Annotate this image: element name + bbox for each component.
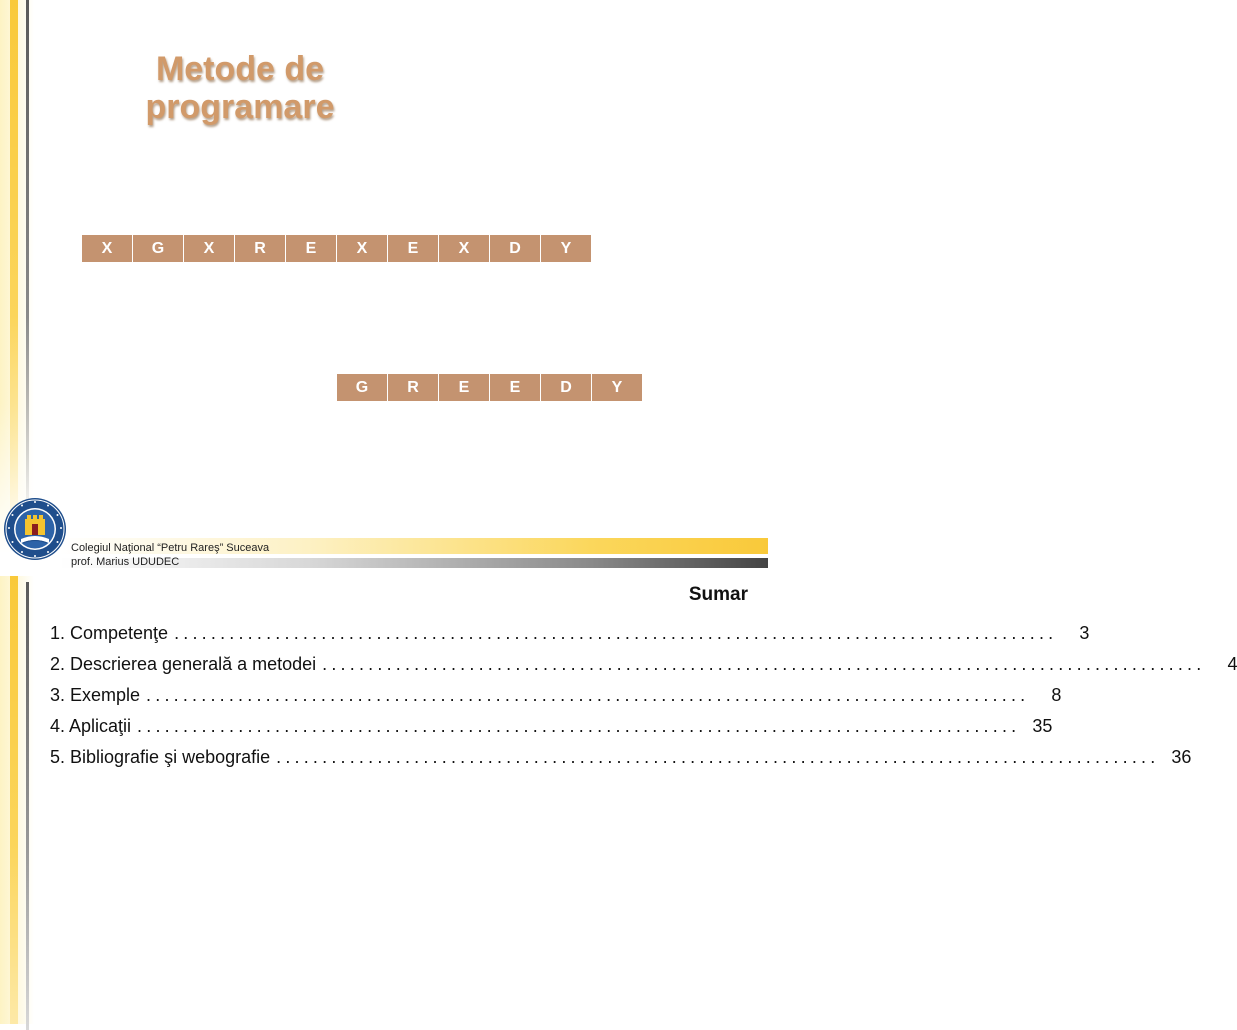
letter-cell: X (184, 235, 234, 262)
title-line-1: Metode de (155, 50, 325, 88)
toc-item (50, 685, 1062, 716)
toc-item-page: 8 (1051, 685, 1062, 705)
letter-cell: R (235, 235, 285, 262)
letter-cell: G (133, 235, 183, 262)
toc-item-page: 4 (1227, 654, 1237, 674)
letter-cell: E (439, 374, 489, 401)
toc-leader-dots: ................................................................................................ (137, 716, 1021, 736)
toc-leader-dots: ................................................................................................ (322, 654, 1206, 674)
toc-leader-dots: ................................................................................................ (276, 747, 1160, 767)
summary-heading: Sumar (688, 584, 748, 605)
left-yellow-bar (10, 576, 18, 1024)
table-of-contents (50, 623, 1237, 778)
left-dark-bar (26, 582, 29, 1030)
letter-cell: D (541, 374, 591, 401)
toc-item-label: 4. Aplicaţii (50, 716, 132, 736)
toc-item (50, 716, 1053, 747)
toc-item-page: 35 (1032, 716, 1053, 736)
toc-item-label: 2. Descrierea generală a metodei (50, 654, 317, 674)
left-dark-bar (26, 0, 29, 576)
letter-row-scrambled (82, 235, 591, 262)
toc-item (50, 654, 1237, 685)
letter-cell: R (388, 374, 438, 401)
letter-cell: E (286, 235, 336, 262)
letter-cell: Y (541, 235, 591, 262)
title-line-2: programare (145, 88, 335, 126)
toc-item (50, 623, 1090, 654)
letter-cell: D (490, 235, 540, 262)
letter-cell: G (337, 374, 387, 401)
toc-item-page: 3 (1079, 623, 1090, 643)
letter-cell: X (439, 235, 489, 262)
school-logo-seal-icon (3, 497, 67, 561)
toc-item-page: 36 (1171, 747, 1192, 767)
toc-leader-dots: ................................................................................................ (146, 685, 1030, 705)
letter-cell: E (490, 374, 540, 401)
toc-item-label: 1. Competenţe (50, 623, 169, 643)
title-slide (0, 0, 768, 576)
letter-cell: X (82, 235, 132, 262)
letter-cell: Y (592, 374, 642, 401)
footer-text (71, 541, 269, 569)
toc-leader-dots: ................................................................................................ (174, 623, 1058, 643)
letter-cell: X (337, 235, 387, 262)
letter-row-greedy (337, 374, 642, 401)
letter-cell: E (388, 235, 438, 262)
school-name: Colegiul Naţional “Petru Rareş” Suceava (71, 542, 270, 554)
left-yellow-bar (10, 0, 18, 576)
toc-item-label: 3. Exemple (50, 685, 141, 705)
toc-item (50, 747, 1192, 778)
slide-title (100, 50, 380, 126)
summary-slide (0, 576, 1237, 1024)
toc-item-label: 5. Bibliografie şi webografie (50, 747, 271, 767)
teacher-name: prof. Marius UDUDEC (71, 556, 180, 568)
